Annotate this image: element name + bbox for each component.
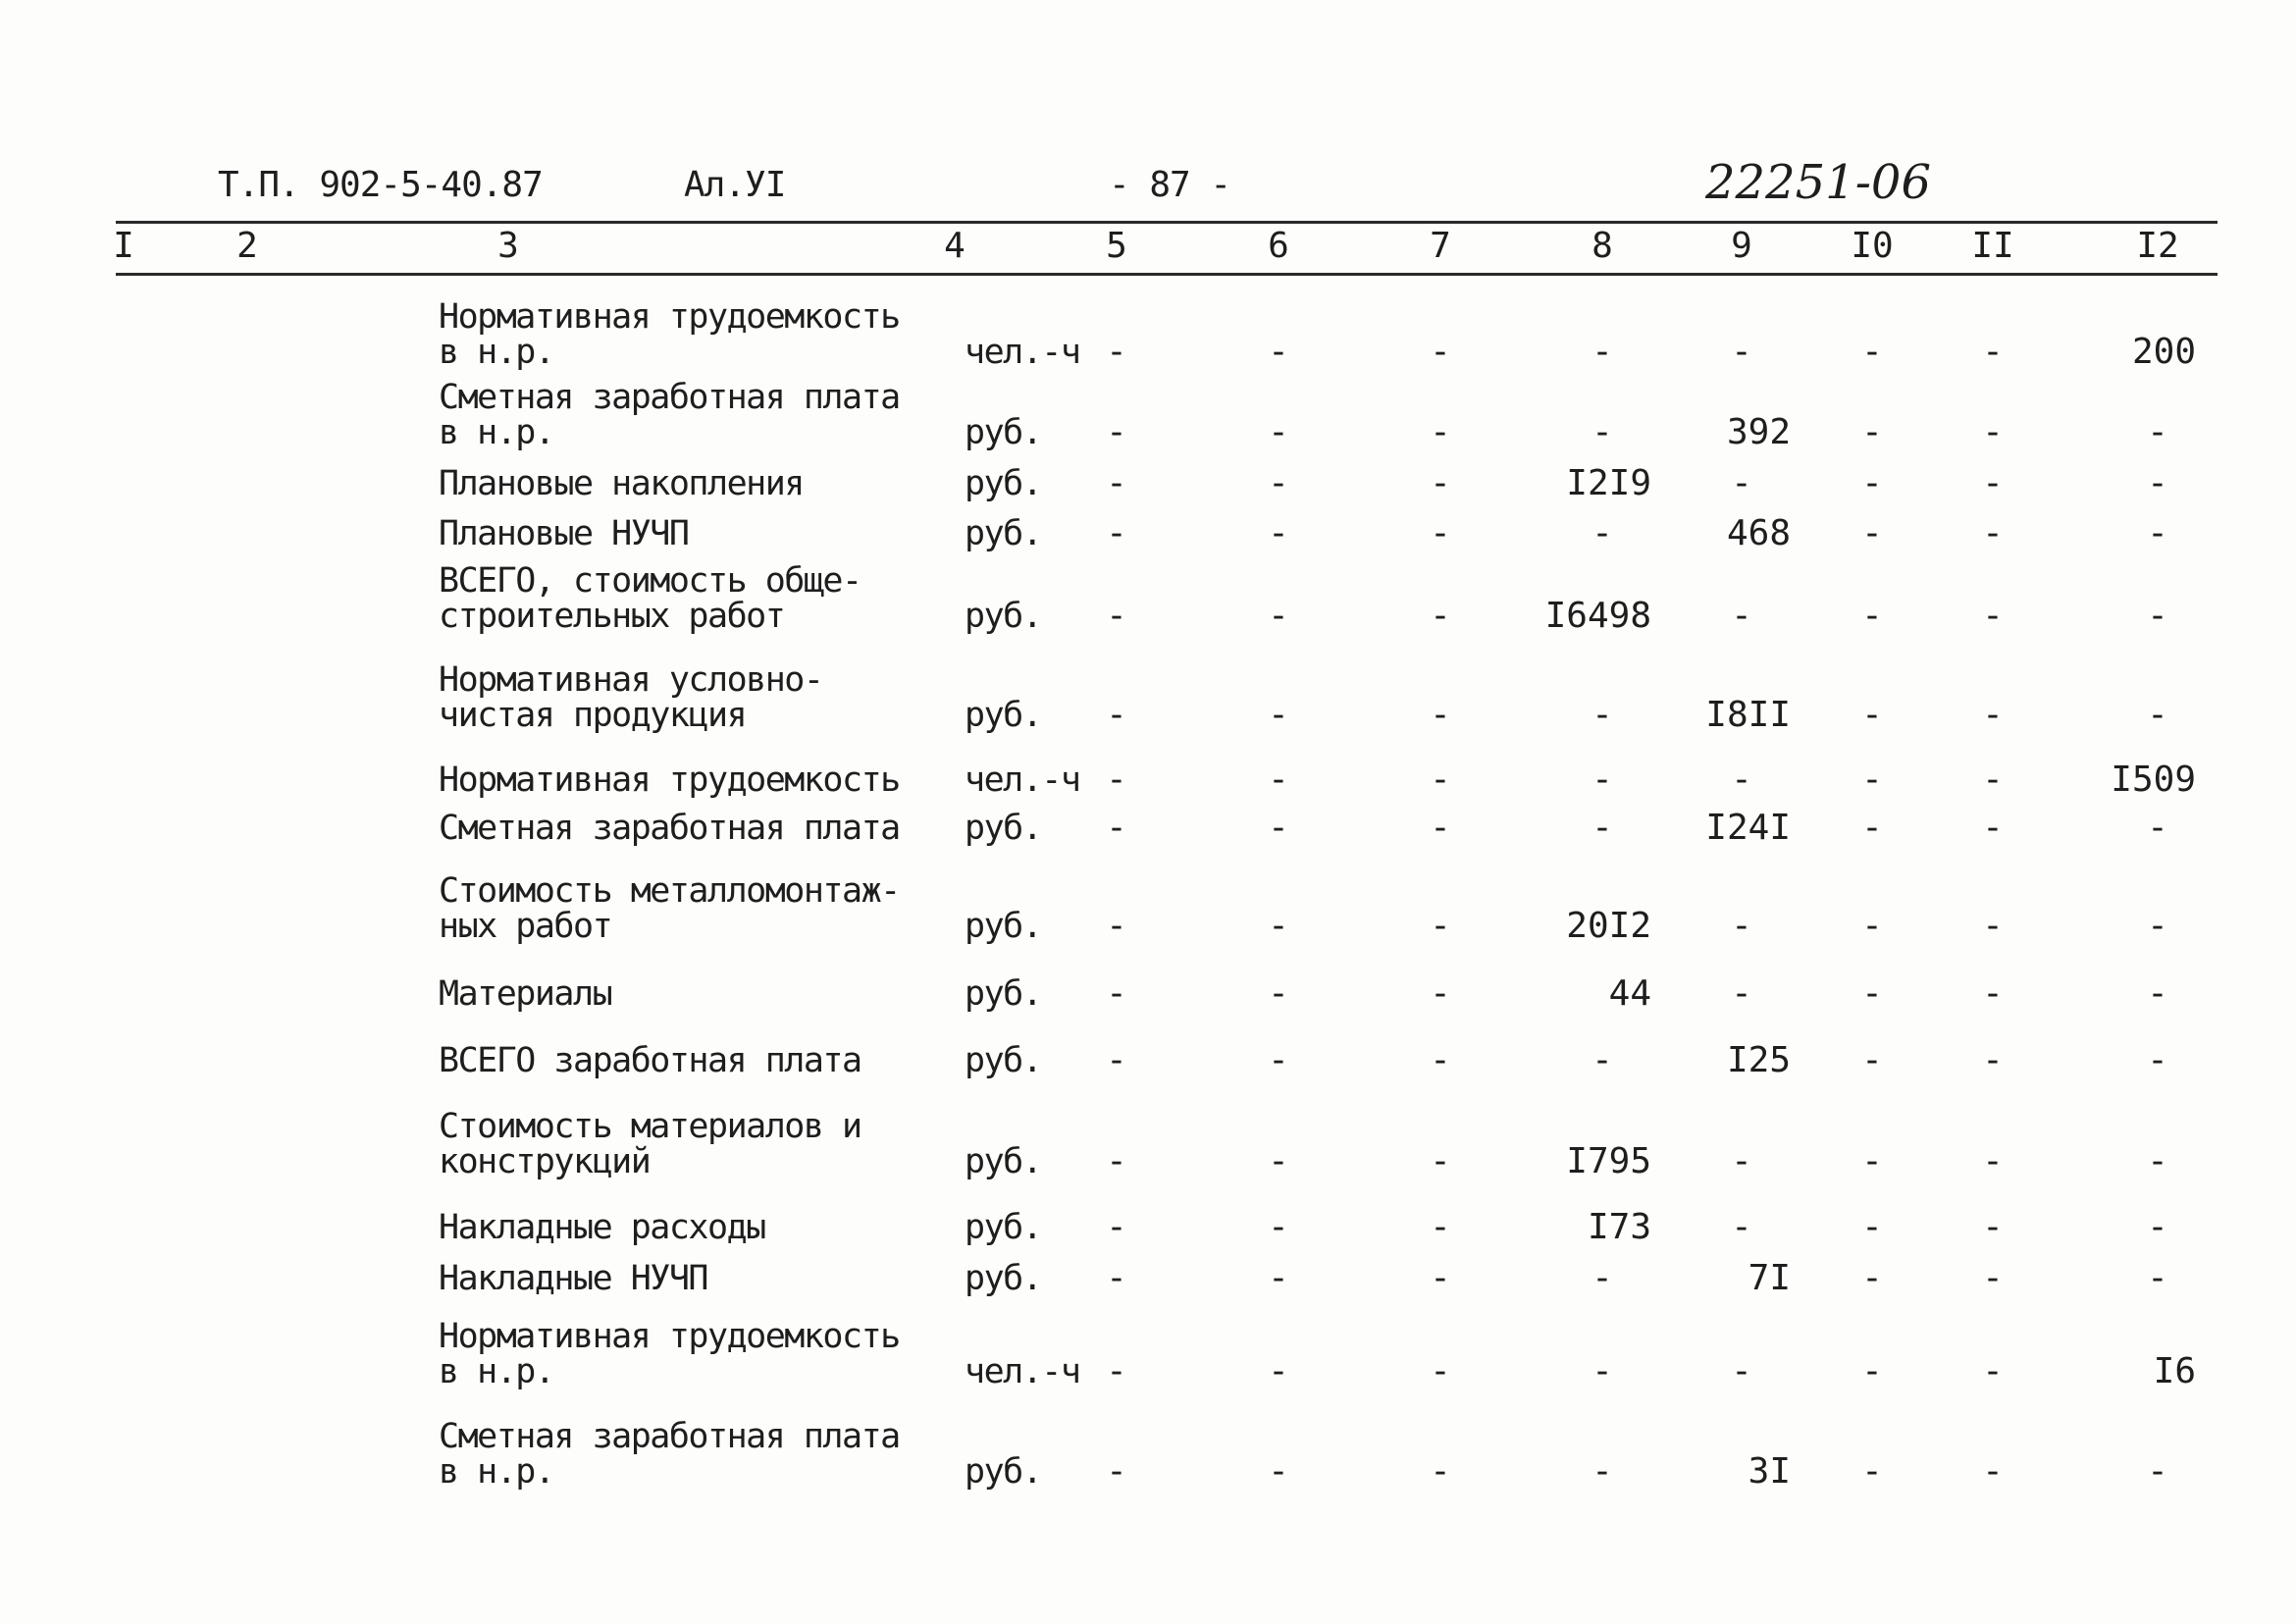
cell-col-8: I795 (1566, 1141, 1651, 1181)
cell-col-9: I25 (1726, 1040, 1791, 1080)
row-label-line: Нормативная трудоемкость (439, 1317, 900, 1356)
cell-col-5: - (1106, 1141, 1127, 1181)
cell-col-7: - (1430, 332, 1451, 372)
cell-col-9: - (1731, 596, 1752, 636)
cell-col-5: - (1106, 1040, 1127, 1080)
cell-col-10: - (1861, 1351, 1883, 1391)
cell-col-6: - (1268, 808, 1289, 848)
cell-col-8: 44 (1608, 973, 1651, 1014)
cell-col-8: - (1592, 513, 1613, 553)
cell-col-7: - (1430, 596, 1451, 636)
cell-col-11: - (1982, 808, 2004, 848)
row-unit: руб. (965, 1259, 1042, 1298)
cell-col-10: - (1861, 412, 1883, 452)
cell-col-12: - (2147, 1207, 2168, 1247)
cell-col-11: - (1982, 973, 2004, 1014)
column-number-4: 4 (944, 226, 965, 266)
row-label-line: в н.р. (439, 1352, 554, 1391)
cell-col-8: I73 (1587, 1207, 1651, 1247)
cell-col-12: - (2147, 695, 2168, 735)
page-number: - 87 - (1109, 165, 1231, 205)
cell-col-8: I6498 (1544, 596, 1651, 636)
cell-col-9: I24I (1705, 808, 1791, 848)
cell-col-6: - (1268, 906, 1289, 946)
cell-col-6: - (1268, 1040, 1289, 1080)
cell-col-7: - (1430, 973, 1451, 1014)
cell-col-5: - (1106, 973, 1127, 1014)
cell-col-12: - (2147, 1258, 2168, 1298)
cell-col-12: I6 (2153, 1351, 2196, 1391)
cell-col-5: - (1106, 1207, 1127, 1247)
cell-col-7: - (1430, 808, 1451, 848)
row-unit: руб. (965, 514, 1042, 553)
cell-col-7: - (1430, 1258, 1451, 1298)
row-label-line: Стоимость материалов и (439, 1107, 861, 1146)
row-unit: руб. (965, 1452, 1042, 1492)
cell-col-9: - (1731, 1141, 1752, 1181)
cell-col-12: - (2147, 596, 2168, 636)
cell-col-10: - (1861, 1040, 1883, 1080)
cell-col-8: - (1592, 1451, 1613, 1492)
row-unit: руб. (965, 413, 1042, 452)
cell-col-11: - (1982, 906, 2004, 946)
row-label-line: ВСЕГО заработная плата (439, 1041, 861, 1080)
cell-col-12: - (2147, 412, 2168, 452)
cell-col-11: - (1982, 760, 2004, 800)
cell-col-7: - (1430, 760, 1451, 800)
cell-col-5: - (1106, 1258, 1127, 1298)
cell-col-6: - (1268, 695, 1289, 735)
cell-col-11: - (1982, 695, 2004, 735)
cell-col-5: - (1106, 1451, 1127, 1492)
cell-col-10: - (1861, 1258, 1883, 1298)
cell-col-6: - (1268, 1141, 1289, 1181)
column-number-2: 2 (236, 226, 258, 266)
cell-col-6: - (1268, 332, 1289, 372)
row-label-line: чистая продукция (439, 696, 747, 735)
cell-col-9: - (1731, 1351, 1752, 1391)
row-label-line: Нормативная трудоемкость (439, 297, 900, 337)
cell-col-9: - (1731, 973, 1752, 1014)
cell-col-8: - (1592, 695, 1613, 735)
cell-col-5: - (1106, 463, 1127, 503)
cell-col-12: - (2147, 906, 2168, 946)
row-label-line: Сметная заработная плата (439, 1417, 900, 1456)
cell-col-10: - (1861, 596, 1883, 636)
cell-col-11: - (1982, 1141, 2004, 1181)
cell-col-11: - (1982, 513, 2004, 553)
document-code: 22251-06 (1705, 155, 1931, 210)
cell-col-5: - (1106, 596, 1127, 636)
cell-col-8: - (1592, 760, 1613, 800)
cell-col-6: - (1268, 1451, 1289, 1492)
cell-col-9: - (1731, 906, 1752, 946)
cell-col-9: - (1731, 1207, 1752, 1247)
cell-col-9: - (1731, 463, 1752, 503)
row-label-line: Накладные НУЧП (439, 1259, 708, 1298)
row-label-line: в н.р. (439, 413, 554, 452)
cell-col-8: - (1592, 332, 1613, 372)
cell-col-9: 392 (1726, 412, 1791, 452)
cell-col-8: - (1592, 1258, 1613, 1298)
column-number-5: 5 (1106, 226, 1127, 266)
cell-col-10: - (1861, 1141, 1883, 1181)
cell-col-6: - (1268, 1351, 1289, 1391)
cell-col-12: - (2147, 1451, 2168, 1492)
row-label-line: Плановые накопления (439, 464, 804, 503)
cell-col-5: - (1106, 332, 1127, 372)
row-label-line: ных работ (439, 907, 612, 946)
cell-col-6: - (1268, 513, 1289, 553)
row-label-line: строительных работ (439, 597, 785, 636)
cell-col-11: - (1982, 1258, 2004, 1298)
cell-col-5: - (1106, 1351, 1127, 1391)
row-label-line: в н.р. (439, 1452, 554, 1492)
cell-col-9: - (1731, 332, 1752, 372)
cell-col-7: - (1430, 1451, 1451, 1492)
cell-col-12: - (2147, 1141, 2168, 1181)
cell-col-9: 468 (1726, 513, 1791, 553)
cell-col-5: - (1106, 760, 1127, 800)
row-label (439, 1419, 900, 1490)
cell-col-12: 200 (2131, 332, 2196, 372)
cell-col-6: - (1268, 760, 1289, 800)
row-label-line: Стоимость металломонтаж- (439, 871, 900, 911)
cell-col-7: - (1430, 1207, 1451, 1247)
cell-col-7: - (1430, 463, 1451, 503)
row-label-line: Сметная заработная плата (439, 378, 900, 417)
cell-col-7: - (1430, 1141, 1451, 1181)
row-unit: чел.-ч (965, 760, 1080, 800)
column-number-6: 6 (1268, 226, 1289, 266)
cell-col-7: - (1430, 906, 1451, 946)
row-label-line: Накладные расходы (439, 1208, 765, 1247)
row-unit: руб. (965, 696, 1042, 735)
cell-col-7: - (1430, 513, 1451, 553)
cell-col-10: - (1861, 808, 1883, 848)
cell-col-9: I8II (1705, 695, 1791, 735)
cell-col-8: - (1592, 1351, 1613, 1391)
column-number-10: I0 (1851, 226, 1894, 266)
row-unit: чел.-ч (965, 333, 1080, 372)
cell-col-11: - (1982, 412, 2004, 452)
row-label-line: ВСЕГО, стоимость обще- (439, 561, 861, 601)
column-number-12: I2 (2136, 226, 2179, 266)
cell-col-11: - (1982, 596, 2004, 636)
row-label-line: Сметная заработная плата (439, 809, 900, 848)
cell-col-12: - (2147, 973, 2168, 1014)
cell-col-7: - (1430, 412, 1451, 452)
cell-col-5: - (1106, 412, 1127, 452)
cell-col-7: - (1430, 695, 1451, 735)
cell-col-10: - (1861, 695, 1883, 735)
cell-col-9: 7I (1748, 1258, 1791, 1298)
cell-col-6: - (1268, 412, 1289, 452)
column-number-3: 3 (497, 226, 519, 266)
row-unit: руб. (965, 809, 1042, 848)
column-number-9: 9 (1731, 226, 1752, 266)
cell-col-8: - (1592, 412, 1613, 452)
cell-col-10: - (1861, 1207, 1883, 1247)
cell-col-12: - (2147, 808, 2168, 848)
cell-col-11: - (1982, 1040, 2004, 1080)
cell-col-11: - (1982, 332, 2004, 372)
cell-col-10: - (1861, 1451, 1883, 1492)
cell-col-6: - (1268, 1258, 1289, 1298)
cell-col-6: - (1268, 596, 1289, 636)
row-label-line: Материалы (439, 974, 612, 1014)
sheet-label: Ал.УI (684, 165, 786, 205)
cell-col-5: - (1106, 906, 1127, 946)
cell-col-6: - (1268, 463, 1289, 503)
row-unit: руб. (965, 1041, 1042, 1080)
cell-col-10: - (1861, 760, 1883, 800)
cell-col-7: - (1430, 1351, 1451, 1391)
cell-col-10: - (1861, 906, 1883, 946)
column-number-11: II (1971, 226, 2014, 266)
cell-col-12: - (2147, 463, 2168, 503)
column-number-1: I (113, 226, 134, 266)
cell-col-10: - (1861, 332, 1883, 372)
cell-col-11: - (1982, 1451, 2004, 1492)
cell-col-5: - (1106, 695, 1127, 735)
cell-col-5: - (1106, 808, 1127, 848)
cell-col-5: - (1106, 513, 1127, 553)
column-number-7: 7 (1430, 226, 1451, 266)
cell-col-8: - (1592, 808, 1613, 848)
cell-col-11: - (1982, 1207, 2004, 1247)
row-unit: руб. (965, 597, 1042, 636)
cell-col-11: - (1982, 1351, 2004, 1391)
row-label-line: в н.р. (439, 333, 554, 372)
cell-col-7: - (1430, 1040, 1451, 1080)
cell-col-9: - (1731, 760, 1752, 800)
row-unit: руб. (965, 907, 1042, 946)
row-unit: руб. (965, 464, 1042, 503)
cell-col-12: I509 (2111, 760, 2196, 800)
row-unit: руб. (965, 974, 1042, 1014)
cell-col-8: - (1592, 1040, 1613, 1080)
cell-col-6: - (1268, 1207, 1289, 1247)
column-number-8: 8 (1592, 226, 1613, 266)
cell-col-10: - (1861, 463, 1883, 503)
row-unit: руб. (965, 1142, 1042, 1181)
row-label-line: Нормативная условно- (439, 660, 823, 700)
cell-col-6: - (1268, 973, 1289, 1014)
cell-col-8: I2I9 (1566, 463, 1651, 503)
row-label-line: Нормативная трудоемкость (439, 760, 900, 800)
row-unit: руб. (965, 1208, 1042, 1247)
row-label-line: Плановые НУЧП (439, 514, 689, 553)
cell-col-10: - (1861, 513, 1883, 553)
cell-col-9: 3I (1748, 1451, 1791, 1492)
cell-col-10: - (1861, 973, 1883, 1014)
cell-col-12: - (2147, 513, 2168, 553)
cell-col-12: - (2147, 1040, 2168, 1080)
cell-col-8: 20I2 (1566, 906, 1651, 946)
doc-reference: Т.П. 902-5-40.87 (218, 165, 543, 205)
cell-col-11: - (1982, 463, 2004, 503)
row-unit: чел.-ч (965, 1352, 1080, 1391)
row-label-line: конструкций (439, 1142, 651, 1181)
